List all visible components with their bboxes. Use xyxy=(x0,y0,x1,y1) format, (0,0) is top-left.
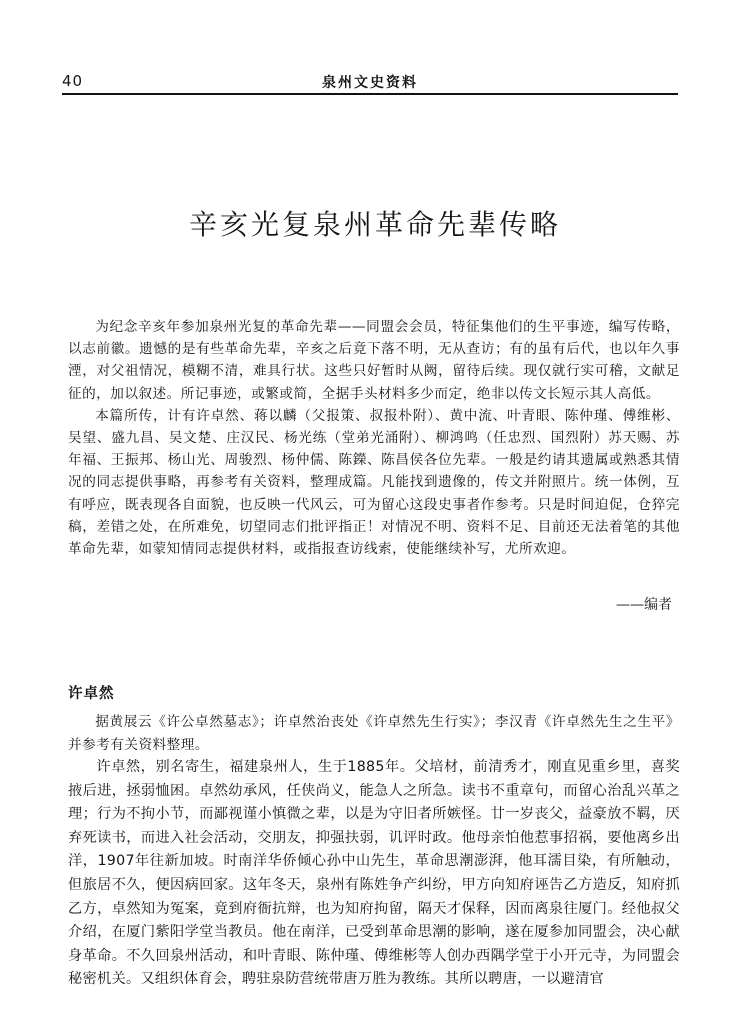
page-header xyxy=(62,72,678,92)
editor-intro xyxy=(68,316,680,560)
biography-body: 许卓然，别名寄生，福建泉州人，生于1885年。父培材，前清秀才，刚直见重乡里，喜奖掖后进，拯弱恤困。卓然幼承风，任侠尚义，能急人之所急。读书不重章句，而留心治乱兴革之理；行为不拘小节，而鄙视谨小慎微之辈，以是为守旧者所嫉怪。廿一岁丧父，益豪放不羁，厌弃死读书，而进入社会活动，交朋友，抑强扶弱，讥评时政。他母亲怕他惹事招祸，要他离乡出洋，1907年往新加坡。时南洋华侨倾心孙中山先生，革命思潮澎湃，他耳濡目染，有所触动，但旅居不久，便因病回家。这年冬天，泉州有陈姓争产纠纷，甲方向知府诬告乙方造反，知府抓乙方，卓然知为冤案，竟到府衙抗辩，也为知府拘留，隔天才保释，因而离泉往厦门。经他叔父介绍，在厦门紫阳学堂当教员。他在南洋，已受到革命思潮的影响，遂在厦参加同盟会，决心献身革命。不久回泉州活动，和叶青眼、陈仲瑾、傅维彬等人创办西隅学堂于小开元寺，为同盟会秘密机关。又组织体育会，聘驻泉防营统带唐万胜为教练。其所以聘唐，一以避清官 xyxy=(68,759,680,988)
editor-signature: ——编者 xyxy=(616,597,672,613)
biography-section xyxy=(68,682,680,992)
article-title: 辛亥光复泉州革命先辈传略 xyxy=(188,208,561,241)
page-number: 40 xyxy=(62,72,84,90)
header-rule xyxy=(62,93,678,95)
running-title: 泉州文史资料 xyxy=(322,75,418,91)
intro-paragraph: 为纪念辛亥年参加泉州光复的革命先辈——同盟会会员，特征集他们的生平事迹，编写传略，以志前徽。遗憾的是有些革命先辈，辛亥之后竟下落不明，无从查访；有的虽有后代，也以年久事湮，对父祖情况，模糊不清，难具行状。这些只好暂时从阙，留待后续。现仅就行实可稽，文献足征的，加以叙述。所记事迹，或繁或简，全据手头材料多少而定，绝非以传文长短示其人高低。 xyxy=(68,319,680,402)
intro-paragraph: 本篇所传，计有许卓然、蒋以麟（父报策、叔报朴附）、黄中流、叶青眼、陈仲瑾、傅维彬、吴望、盛九昌、吴文楚、庄汉民、杨光练（堂弟光涌附）、柳鸿鸣（任忠烈、国烈附）苏天赐、苏年福、王振邦、杨山光、周骏烈、杨仲儒、陈鑅、陈昌侯各位先辈。一般是约请其遗属或熟悉其情况的同志提供事略，再参考有关资料，整理成篇。凡能找到遗像的，传文并附照片。统一体例，互有呼应，既表现各自面貌，也反映一代风云，可为留心这段史事者作参考。只是时间迫促，仓猝完稿，差错之处，在所难免，切望同志们批评指正！对情况不明、资料不足、目前还无法着笔的其他革命先辈，如蒙知情同志提供材料，或指报查访线索，使能继续补写，尤所欢迎。 xyxy=(68,407,680,558)
section-title: 许卓然 xyxy=(68,685,115,702)
source-note: 据黄展云《许公卓然墓志》；许卓然治丧处《许卓然先生行实》；李汉青《许卓然先生之生平》并参考有关资料整理。 xyxy=(68,714,680,753)
